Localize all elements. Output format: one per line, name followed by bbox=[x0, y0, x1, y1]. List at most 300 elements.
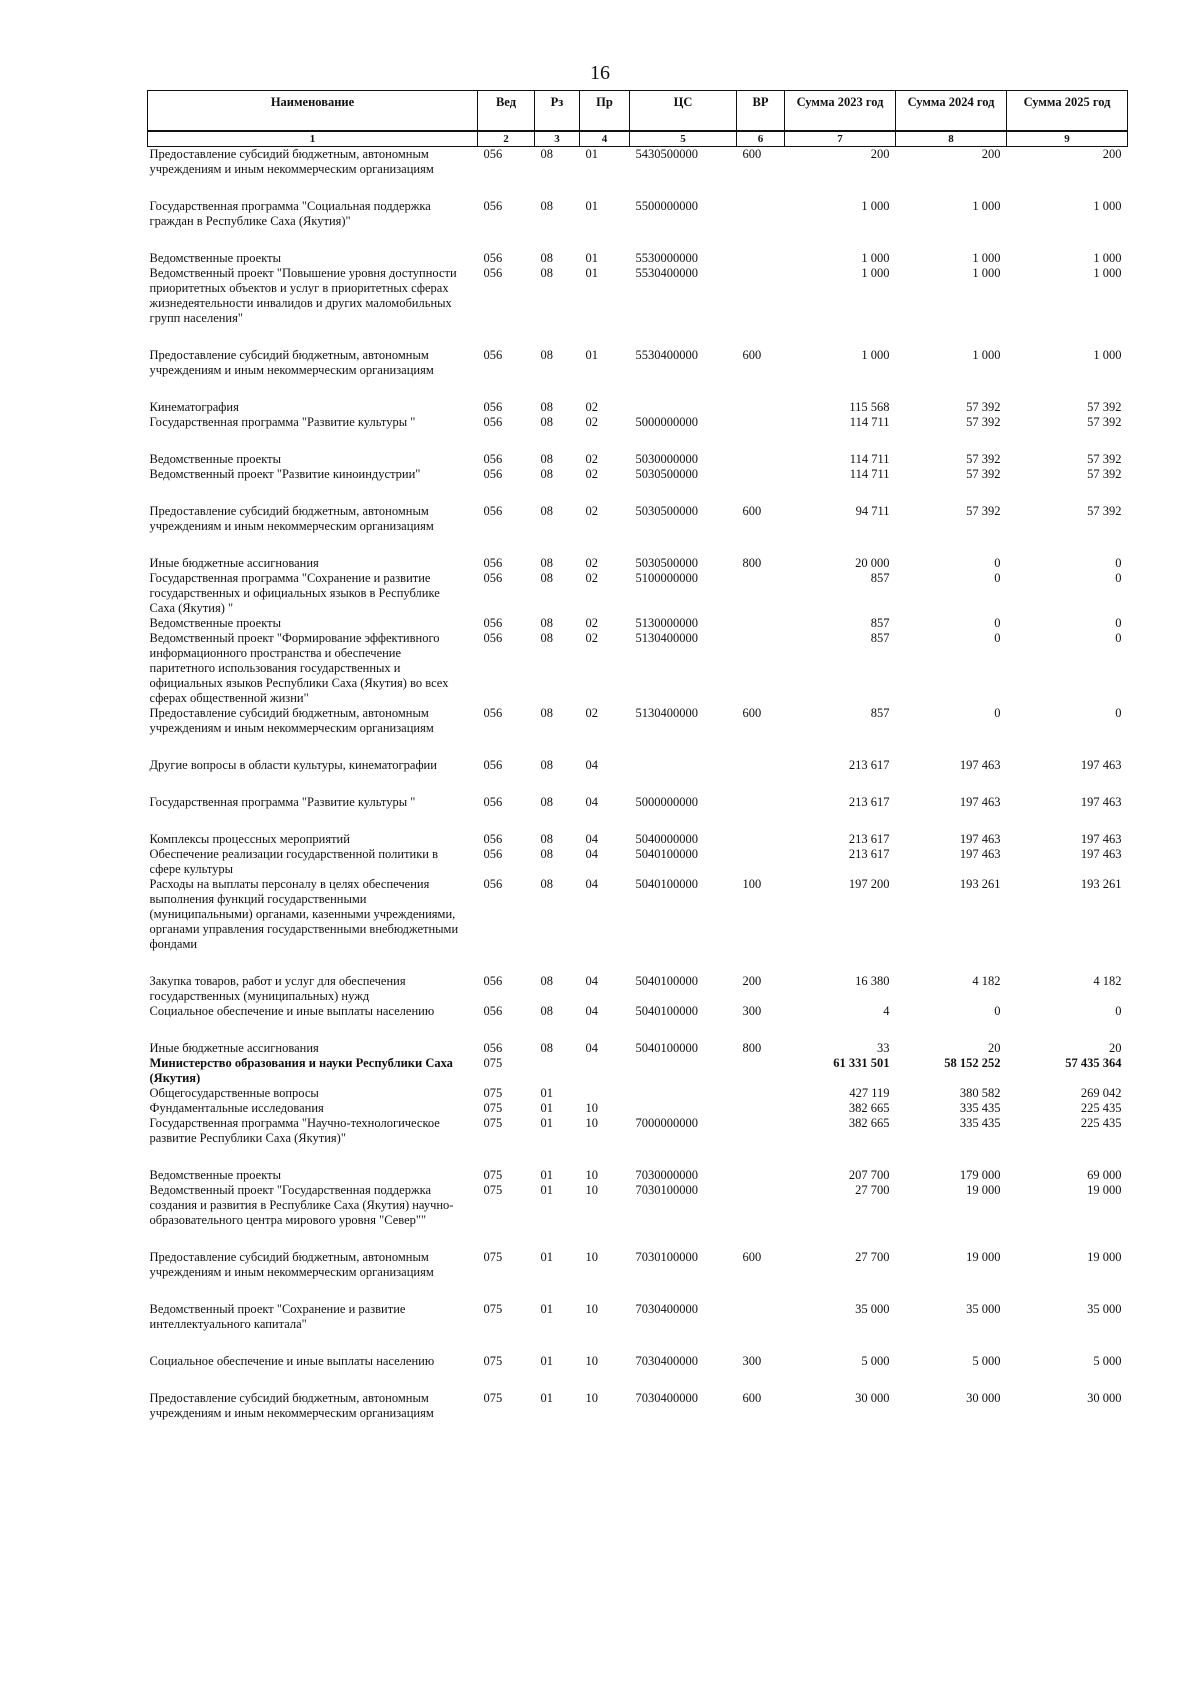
row-sum-2024: 335 435 bbox=[959, 1116, 1001, 1130]
row-sum-2023: 20 000 bbox=[855, 556, 890, 570]
row-cs: 5040100000 bbox=[635, 847, 698, 861]
row-sum-2023: 857 bbox=[870, 706, 890, 720]
row-name: Другие вопросы в области культуры, кинематографии bbox=[149, 758, 437, 772]
row-vr: 800 bbox=[742, 556, 762, 570]
row-spacer-cell bbox=[148, 482, 1128, 504]
row-rz: 01 bbox=[540, 1250, 553, 1264]
row-sum-2024: 0 bbox=[994, 556, 1001, 570]
row-rz: 08 bbox=[540, 616, 553, 630]
row-rz: 08 bbox=[540, 847, 553, 861]
row-sum-2025: 20 bbox=[1109, 1041, 1122, 1055]
row-spacer-cell bbox=[148, 1019, 1128, 1041]
row-name: Кинематография bbox=[149, 400, 239, 414]
row-pr: 01 bbox=[585, 147, 598, 161]
row-cs: 5130400000 bbox=[635, 631, 698, 645]
col-number: 7 bbox=[785, 131, 896, 147]
row-cs: 7030100000 bbox=[635, 1250, 698, 1264]
row-pr: 10 bbox=[585, 1354, 598, 1368]
row-rz: 08 bbox=[540, 758, 553, 772]
row-spacer bbox=[148, 229, 1128, 251]
col-number: 4 bbox=[580, 131, 630, 147]
row-cs: 5040100000 bbox=[635, 1041, 698, 1055]
row-sum-2024: 20 bbox=[988, 1041, 1001, 1055]
col-number: 2 bbox=[478, 131, 535, 147]
row-sum-2024: 200 bbox=[981, 147, 1001, 161]
row-sum-2025: 0 bbox=[1115, 571, 1122, 585]
row-pr: 10 bbox=[585, 1168, 598, 1182]
row-sum-2025: 0 bbox=[1115, 706, 1122, 720]
row-pr: 02 bbox=[585, 467, 598, 481]
row-ved: 056 bbox=[483, 266, 503, 280]
row-spacer-cell bbox=[148, 534, 1128, 556]
row-ved: 075 bbox=[483, 1086, 503, 1100]
row-sum-2023: 5 000 bbox=[861, 1354, 890, 1368]
row-ved: 056 bbox=[483, 348, 503, 362]
table-body bbox=[148, 147, 1128, 1422]
row-sum-2023: 33 bbox=[877, 1041, 890, 1055]
row-spacer-cell bbox=[148, 430, 1128, 452]
row-sum-2023: 213 617 bbox=[848, 758, 890, 772]
row-sum-2025: 35 000 bbox=[1087, 1302, 1122, 1316]
row-name: Ведомственные проекты bbox=[149, 616, 282, 630]
row-sum-2025: 0 bbox=[1115, 556, 1122, 570]
row-name: Государственная программа "Сохранение и развитие государственных и официальных языков в Республике Саха (Якутия) " bbox=[149, 571, 440, 615]
row-sum-2025: 1 000 bbox=[1093, 266, 1122, 280]
row-rz: 08 bbox=[540, 504, 553, 518]
row-sum-2024: 380 582 bbox=[959, 1086, 1001, 1100]
row-spacer-cell bbox=[148, 1369, 1128, 1391]
row-sum-2023: 1 000 bbox=[861, 199, 890, 213]
col-number: 9 bbox=[1007, 131, 1128, 147]
row-rz: 08 bbox=[540, 556, 553, 570]
table-row bbox=[148, 847, 1128, 877]
row-sum-2025: 57 392 bbox=[1087, 415, 1122, 429]
row-vr bbox=[737, 616, 785, 631]
row-cs: 5000000000 bbox=[635, 795, 698, 809]
table-row bbox=[148, 1116, 1128, 1146]
row-vr bbox=[737, 1183, 785, 1228]
row-ved: 056 bbox=[483, 452, 503, 466]
row-sum-2023: 61 331 501 bbox=[833, 1056, 890, 1070]
row-sum-2023: 857 bbox=[870, 631, 890, 645]
row-name: Ведомственные проекты bbox=[149, 452, 282, 466]
budget-table-container bbox=[147, 90, 1127, 1421]
row-pr: 02 bbox=[585, 415, 598, 429]
row-sum-2025: 57 392 bbox=[1087, 452, 1122, 466]
row-sum-2025: 57 392 bbox=[1087, 467, 1122, 481]
row-cs: 5040100000 bbox=[635, 974, 698, 988]
row-pr: 10 bbox=[585, 1302, 598, 1316]
row-spacer-cell bbox=[148, 177, 1128, 199]
row-cs: 5100000000 bbox=[635, 571, 698, 585]
row-pr: 10 bbox=[585, 1183, 598, 1197]
row-rz: 08 bbox=[540, 467, 553, 481]
row-vr bbox=[737, 251, 785, 266]
row-cs bbox=[630, 1101, 737, 1116]
table-row bbox=[148, 1041, 1128, 1056]
row-rz: 01 bbox=[540, 1116, 553, 1130]
row-sum-2025: 19 000 bbox=[1087, 1183, 1122, 1197]
row-vr bbox=[737, 467, 785, 482]
row-name: Фундаментальные исследования bbox=[149, 1101, 324, 1115]
row-vr: 300 bbox=[742, 1354, 762, 1368]
row-spacer bbox=[148, 1019, 1128, 1041]
row-sum-2023: 427 119 bbox=[849, 1086, 890, 1100]
row-ved: 056 bbox=[483, 847, 503, 861]
row-sum-2023: 114 711 bbox=[849, 452, 890, 466]
row-spacer bbox=[148, 1146, 1128, 1168]
row-ved: 056 bbox=[483, 415, 503, 429]
row-rz: 08 bbox=[540, 1041, 553, 1055]
row-rz: 08 bbox=[540, 631, 553, 645]
row-sum-2025: 225 435 bbox=[1080, 1101, 1122, 1115]
row-cs: 7030000000 bbox=[635, 1168, 698, 1182]
row-ved: 056 bbox=[483, 571, 503, 585]
row-vr bbox=[737, 452, 785, 467]
row-sum-2023: 94 711 bbox=[855, 504, 890, 518]
row-ved: 056 bbox=[483, 147, 503, 161]
table-row bbox=[148, 631, 1128, 706]
row-name: Министерство образования и науки Республики Саха (Якутия) bbox=[149, 1056, 453, 1085]
row-spacer bbox=[148, 482, 1128, 504]
row-vr bbox=[737, 1056, 785, 1086]
row-vr bbox=[737, 847, 785, 877]
col-number: 1 bbox=[148, 131, 478, 147]
row-ved: 056 bbox=[483, 199, 503, 213]
row-vr bbox=[737, 631, 785, 706]
row-ved: 056 bbox=[483, 1004, 503, 1018]
row-spacer bbox=[148, 534, 1128, 556]
row-cs: 5040100000 bbox=[635, 877, 698, 891]
row-cs: 7030400000 bbox=[635, 1391, 698, 1405]
row-name: Иные бюджетные ассигнования bbox=[149, 1041, 319, 1055]
row-sum-2025: 197 463 bbox=[1080, 832, 1122, 846]
row-rz: 08 bbox=[540, 147, 553, 161]
row-cs bbox=[630, 1086, 737, 1101]
row-name: Ведомственный проект "Государственная поддержка создания и развития в Республике Саха (Якутия) научно-образовательного центра мирового уровня "Север"" bbox=[149, 1183, 454, 1227]
row-pr: 10 bbox=[585, 1250, 598, 1264]
row-pr bbox=[580, 1086, 630, 1101]
col-number: 3 bbox=[535, 131, 580, 147]
row-name: Государственная программа "Социальная поддержка граждан в Республике Саха (Якутия)" bbox=[149, 199, 431, 228]
row-ved: 056 bbox=[483, 631, 503, 645]
table-row bbox=[148, 1086, 1128, 1101]
row-vr bbox=[737, 1101, 785, 1116]
row-sum-2024: 57 392 bbox=[966, 467, 1001, 481]
row-sum-2024: 57 392 bbox=[966, 400, 1001, 414]
row-sum-2024: 57 392 bbox=[966, 415, 1001, 429]
row-rz: 08 bbox=[540, 415, 553, 429]
row-vr bbox=[737, 1086, 785, 1101]
row-vr bbox=[737, 758, 785, 773]
row-sum-2025: 19 000 bbox=[1087, 1250, 1122, 1264]
row-cs: 5530000000 bbox=[635, 251, 698, 265]
row-rz: 01 bbox=[540, 1168, 553, 1182]
row-ved: 075 bbox=[483, 1391, 503, 1405]
row-vr: 200 bbox=[742, 974, 762, 988]
row-sum-2024: 4 182 bbox=[972, 974, 1001, 988]
row-spacer-cell bbox=[148, 1146, 1128, 1168]
row-cs: 5030500000 bbox=[635, 504, 698, 518]
row-sum-2025: 57 435 364 bbox=[1065, 1056, 1122, 1070]
row-cs: 5030500000 bbox=[635, 467, 698, 481]
table-row bbox=[148, 795, 1128, 810]
row-vr: 600 bbox=[742, 147, 762, 161]
row-cs: 5030000000 bbox=[635, 452, 698, 466]
row-sum-2023: 207 700 bbox=[848, 1168, 890, 1182]
row-pr: 01 bbox=[585, 266, 598, 280]
row-sum-2023: 35 000 bbox=[855, 1302, 890, 1316]
row-spacer-cell bbox=[148, 810, 1128, 832]
row-ved: 056 bbox=[483, 974, 503, 988]
table-row bbox=[148, 877, 1128, 952]
row-name: Ведомственный проект "Сохранение и развитие интеллектуального капитала" bbox=[149, 1302, 406, 1331]
row-cs: 7000000000 bbox=[635, 1116, 698, 1130]
row-vr bbox=[737, 1302, 785, 1332]
col-number: 6 bbox=[737, 131, 785, 147]
row-sum-2024: 0 bbox=[994, 616, 1001, 630]
row-sum-2025: 197 463 bbox=[1080, 847, 1122, 861]
table-row bbox=[148, 1250, 1128, 1280]
row-vr bbox=[737, 571, 785, 616]
row-pr: 04 bbox=[585, 974, 598, 988]
row-sum-2025: 1 000 bbox=[1093, 199, 1122, 213]
row-vr: 600 bbox=[742, 1250, 762, 1264]
row-sum-2023: 382 665 bbox=[848, 1101, 890, 1115]
row-rz: 08 bbox=[540, 974, 553, 988]
row-rz: 01 bbox=[540, 1101, 553, 1115]
row-pr: 01 bbox=[585, 251, 598, 265]
table-row bbox=[148, 1391, 1128, 1421]
row-sum-2023: 4 bbox=[883, 1004, 890, 1018]
budget-table bbox=[147, 90, 1128, 1421]
row-ved: 056 bbox=[483, 504, 503, 518]
row-sum-2024: 1 000 bbox=[972, 266, 1001, 280]
row-vr bbox=[737, 1168, 785, 1183]
row-ved: 056 bbox=[483, 616, 503, 630]
table-row bbox=[148, 758, 1128, 773]
table-row bbox=[148, 251, 1128, 266]
row-pr: 04 bbox=[585, 758, 598, 772]
row-vr bbox=[737, 795, 785, 810]
row-spacer-cell bbox=[148, 1280, 1128, 1302]
row-spacer bbox=[148, 378, 1128, 400]
row-name: Ведомственный проект "Формирование эффективного информационного пространства и обеспечение паритетного использования государственных и официальных языков Республики Саха (Якутия) во всех сферах общественной жизни" bbox=[149, 631, 449, 705]
row-sum-2025: 0 bbox=[1115, 631, 1122, 645]
row-sum-2024: 1 000 bbox=[972, 199, 1001, 213]
row-sum-2024: 1 000 bbox=[972, 348, 1001, 362]
row-vr: 600 bbox=[742, 1391, 762, 1405]
row-pr: 04 bbox=[585, 1041, 598, 1055]
table-row bbox=[148, 571, 1128, 616]
table-row bbox=[148, 452, 1128, 467]
row-cs: 5030500000 bbox=[635, 556, 698, 570]
row-ved: 056 bbox=[483, 467, 503, 481]
row-sum-2024: 1 000 bbox=[972, 251, 1001, 265]
row-sum-2023: 30 000 bbox=[855, 1391, 890, 1405]
row-spacer bbox=[148, 430, 1128, 452]
row-spacer bbox=[148, 1280, 1128, 1302]
row-name: Предоставление субсидий бюджетным, автономным учреждениям и иным некоммерческим организациям bbox=[149, 706, 434, 735]
row-rz: 08 bbox=[540, 266, 553, 280]
row-cs: 7030100000 bbox=[635, 1183, 698, 1197]
row-spacer-cell bbox=[148, 1332, 1128, 1354]
row-sum-2023: 115 568 bbox=[849, 400, 890, 414]
table-row bbox=[148, 1168, 1128, 1183]
row-pr: 02 bbox=[585, 571, 598, 585]
row-name: Предоставление субсидий бюджетным, автономным учреждениям и иным некоммерческим организациям bbox=[149, 348, 434, 377]
header-sum-2025: Сумма 2025 год bbox=[1007, 91, 1128, 132]
row-cs bbox=[630, 758, 737, 773]
header-pr: Пр bbox=[580, 91, 630, 132]
row-name: Ведомственный проект "Повышение уровня доступности приоритетных объектов и услуг в приоритетных сферах жизнедеятельности инвалидов и других маломобильных групп населения" bbox=[149, 266, 457, 325]
row-sum-2025: 200 bbox=[1102, 147, 1122, 161]
row-cs: 5430500000 bbox=[635, 147, 698, 161]
row-cs: 7030400000 bbox=[635, 1354, 698, 1368]
table-row bbox=[148, 348, 1128, 378]
row-vr bbox=[737, 415, 785, 430]
row-rz: 08 bbox=[540, 199, 553, 213]
row-sum-2023: 200 bbox=[870, 147, 890, 161]
row-sum-2023: 114 711 bbox=[849, 415, 890, 429]
row-spacer bbox=[148, 1228, 1128, 1250]
row-ved: 075 bbox=[483, 1168, 503, 1182]
row-ved: 056 bbox=[483, 832, 503, 846]
row-pr: 01 bbox=[585, 199, 598, 213]
row-rz: 01 bbox=[540, 1391, 553, 1405]
row-sum-2025: 197 463 bbox=[1080, 758, 1122, 772]
row-name: Государственная программа "Развитие культуры " bbox=[149, 795, 416, 809]
row-name: Социальное обеспечение и иные выплаты населению bbox=[149, 1354, 435, 1368]
row-name: Общегосударственные вопросы bbox=[149, 1086, 319, 1100]
row-ved: 075 bbox=[483, 1056, 503, 1070]
row-name: Ведомственные проекты bbox=[149, 1168, 282, 1182]
header-rz: Рз bbox=[535, 91, 580, 132]
row-pr: 10 bbox=[585, 1101, 598, 1115]
row-sum-2023: 382 665 bbox=[848, 1116, 890, 1130]
header-cs: ЦС bbox=[630, 91, 737, 132]
col-number: 8 bbox=[896, 131, 1007, 147]
row-vr: 600 bbox=[742, 706, 762, 720]
row-sum-2024: 193 261 bbox=[959, 877, 1001, 891]
row-vr bbox=[737, 832, 785, 847]
row-rz: 01 bbox=[540, 1354, 553, 1368]
row-name: Государственная программа "Развитие культуры " bbox=[149, 415, 416, 429]
row-spacer-cell bbox=[148, 229, 1128, 251]
row-sum-2023: 213 617 bbox=[848, 832, 890, 846]
row-sum-2025: 0 bbox=[1115, 1004, 1122, 1018]
row-rz bbox=[535, 1056, 580, 1086]
row-cs: 5000000000 bbox=[635, 415, 698, 429]
row-sum-2023: 857 bbox=[870, 616, 890, 630]
table-row bbox=[148, 1354, 1128, 1369]
row-spacer bbox=[148, 736, 1128, 758]
row-sum-2025: 225 435 bbox=[1080, 1116, 1122, 1130]
row-pr: 01 bbox=[585, 348, 598, 362]
row-vr: 800 bbox=[742, 1041, 762, 1055]
row-spacer bbox=[148, 1332, 1128, 1354]
header-sum-2023: Сумма 2023 год bbox=[785, 91, 896, 132]
row-cs: 5040100000 bbox=[635, 1004, 698, 1018]
row-sum-2024: 197 463 bbox=[959, 758, 1001, 772]
row-vr: 100 bbox=[742, 877, 762, 891]
row-sum-2025: 30 000 bbox=[1087, 1391, 1122, 1405]
row-spacer bbox=[148, 810, 1128, 832]
row-sum-2023: 857 bbox=[870, 571, 890, 585]
row-rz: 08 bbox=[540, 452, 553, 466]
row-spacer bbox=[148, 952, 1128, 974]
row-name: Комплексы процессных мероприятий bbox=[149, 832, 350, 846]
row-cs: 5040000000 bbox=[635, 832, 698, 846]
row-vr bbox=[737, 400, 785, 415]
table-row bbox=[148, 1056, 1128, 1086]
row-rz: 01 bbox=[540, 1086, 553, 1100]
row-ved: 075 bbox=[483, 1302, 503, 1316]
row-cs: 5530400000 bbox=[635, 266, 698, 280]
row-sum-2023: 213 617 bbox=[848, 847, 890, 861]
row-sum-2024: 197 463 bbox=[959, 832, 1001, 846]
row-sum-2025: 1 000 bbox=[1093, 251, 1122, 265]
table-row bbox=[148, 832, 1128, 847]
row-sum-2023: 114 711 bbox=[849, 467, 890, 481]
col-number: 5 bbox=[630, 131, 737, 147]
row-ved: 056 bbox=[483, 1041, 503, 1055]
row-name: Ведомственный проект "Развитие киноиндустрии" bbox=[149, 467, 421, 481]
row-sum-2024: 19 000 bbox=[966, 1250, 1001, 1264]
table-row bbox=[148, 616, 1128, 631]
row-rz: 08 bbox=[540, 251, 553, 265]
row-ved: 075 bbox=[483, 1250, 503, 1264]
row-name: Ведомственные проекты bbox=[149, 251, 282, 265]
row-spacer bbox=[148, 326, 1128, 348]
row-pr: 10 bbox=[585, 1116, 598, 1130]
row-vr bbox=[737, 1116, 785, 1146]
row-name: Расходы на выплаты персоналу в целях обеспечения выполнения функций государственными (муниципальными) органами, казенными учреждениями, органами управления государственными внебюджетными фондами bbox=[149, 877, 459, 951]
row-sum-2024: 0 bbox=[994, 571, 1001, 585]
header-vr: ВР bbox=[737, 91, 785, 132]
row-rz: 08 bbox=[540, 877, 553, 891]
row-rz: 08 bbox=[540, 1004, 553, 1018]
row-pr: 02 bbox=[585, 400, 598, 414]
row-sum-2025: 5 000 bbox=[1093, 1354, 1122, 1368]
row-sum-2024: 58 152 252 bbox=[944, 1056, 1001, 1070]
table-row bbox=[148, 974, 1128, 1004]
table-row bbox=[148, 1302, 1128, 1332]
row-rz: 08 bbox=[540, 795, 553, 809]
row-ved: 056 bbox=[483, 400, 503, 414]
row-ved: 056 bbox=[483, 706, 503, 720]
row-cs: 5130000000 bbox=[635, 616, 698, 630]
row-sum-2024: 197 463 bbox=[959, 795, 1001, 809]
row-sum-2024: 57 392 bbox=[966, 452, 1001, 466]
row-sum-2025: 57 392 bbox=[1087, 400, 1122, 414]
row-rz: 08 bbox=[540, 571, 553, 585]
row-cs: 5500000000 bbox=[635, 199, 698, 213]
row-spacer bbox=[148, 1369, 1128, 1391]
row-name: Государственная программа "Научно-технологическое развитие Республики Саха (Якутия)" bbox=[149, 1116, 440, 1145]
row-sum-2023: 1 000 bbox=[861, 266, 890, 280]
row-name: Закупка товаров, работ и услуг для обеспечения государственных (муниципальных) нужд bbox=[149, 974, 406, 1003]
row-sum-2025: 1 000 bbox=[1093, 348, 1122, 362]
row-name: Предоставление субсидий бюджетным, автономным учреждениям и иным некоммерческим организациям bbox=[149, 147, 434, 176]
table-row bbox=[148, 1101, 1128, 1116]
row-sum-2024: 0 bbox=[994, 706, 1001, 720]
row-sum-2024: 5 000 bbox=[972, 1354, 1001, 1368]
header-row bbox=[148, 91, 1128, 132]
table-row bbox=[148, 467, 1128, 482]
table-row bbox=[148, 556, 1128, 571]
table-row bbox=[148, 199, 1128, 229]
